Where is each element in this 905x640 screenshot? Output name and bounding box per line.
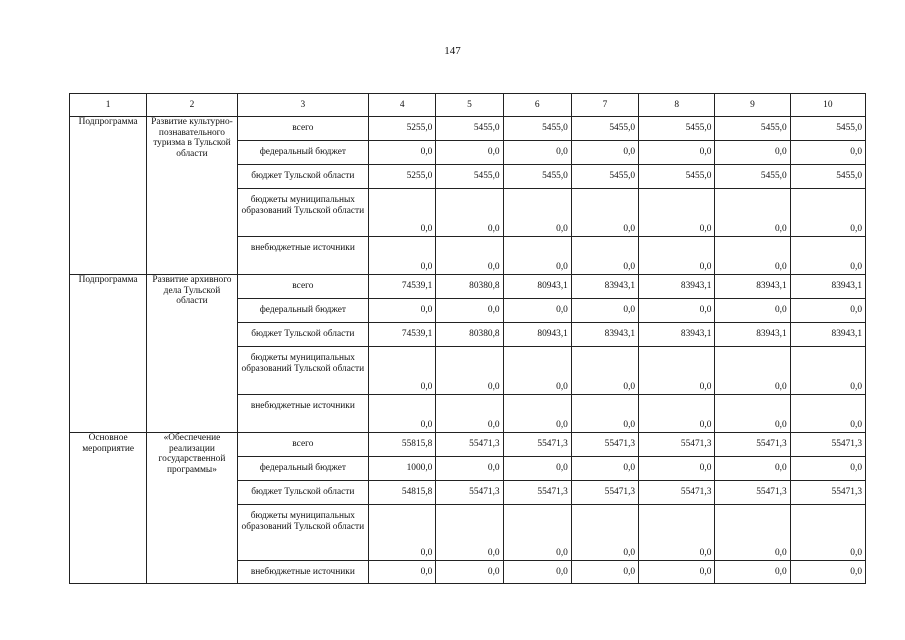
amount-cell: 5455,0 <box>639 165 715 189</box>
amount-cell: 55471,3 <box>715 481 790 505</box>
section-type: Подпрограмма <box>70 117 147 275</box>
amount-cell: 55471,3 <box>715 433 790 457</box>
column-header: 10 <box>790 94 865 117</box>
amount-cell: 5255,0 <box>369 117 436 141</box>
amount-cell: 0,0 <box>369 505 436 561</box>
amount-cell: 0,0 <box>639 395 715 433</box>
amount-cell: 0,0 <box>571 237 638 275</box>
table-row <box>70 117 866 141</box>
amount-cell: 55815,8 <box>369 433 436 457</box>
amount-cell: 83943,1 <box>571 323 638 347</box>
amount-cell: 55471,3 <box>436 481 503 505</box>
amount-cell: 0,0 <box>436 395 503 433</box>
funding-source: федеральный бюджет <box>237 457 368 481</box>
amount-cell: 0,0 <box>571 395 638 433</box>
funding-source: внебюджетные источники <box>237 395 368 433</box>
amount-cell: 0,0 <box>503 237 571 275</box>
amount-cell: 0,0 <box>715 561 790 584</box>
funding-source: бюджеты муниципальных образований Тульской области <box>237 189 368 237</box>
amount-cell: 55471,3 <box>503 433 571 457</box>
amount-cell: 0,0 <box>790 561 865 584</box>
amount-cell: 0,0 <box>790 299 865 323</box>
amount-cell: 83943,1 <box>790 275 865 299</box>
funding-source: бюджет Тульской области <box>237 165 368 189</box>
amount-cell: 0,0 <box>639 299 715 323</box>
amount-cell: 5455,0 <box>436 117 503 141</box>
amount-cell: 0,0 <box>715 395 790 433</box>
amount-cell: 55471,3 <box>639 481 715 505</box>
amount-cell: 0,0 <box>571 561 638 584</box>
amount-cell: 0,0 <box>790 141 865 165</box>
amount-cell: 0,0 <box>790 457 865 481</box>
amount-cell: 5255,0 <box>369 165 436 189</box>
amount-cell: 0,0 <box>715 347 790 395</box>
amount-cell: 83943,1 <box>571 275 638 299</box>
amount-cell: 0,0 <box>715 299 790 323</box>
column-header: 5 <box>436 94 503 117</box>
amount-cell: 0,0 <box>790 189 865 237</box>
amount-cell: 0,0 <box>503 347 571 395</box>
funding-source: бюджет Тульской области <box>237 481 368 505</box>
column-header: 2 <box>147 94 237 117</box>
amount-cell: 80380,8 <box>436 323 503 347</box>
amount-cell: 0,0 <box>639 505 715 561</box>
amount-cell: 83943,1 <box>639 275 715 299</box>
amount-cell: 5455,0 <box>503 117 571 141</box>
amount-cell: 0,0 <box>369 561 436 584</box>
funding-source: внебюджетные источники <box>237 561 368 584</box>
section-type: Подпрограмма <box>70 275 147 433</box>
table-row <box>70 275 866 299</box>
amount-cell: 0,0 <box>369 395 436 433</box>
amount-cell: 0,0 <box>369 347 436 395</box>
amount-cell: 0,0 <box>369 189 436 237</box>
table-row <box>70 433 866 457</box>
amount-cell: 0,0 <box>436 457 503 481</box>
amount-cell: 80380,8 <box>436 275 503 299</box>
amount-cell: 74539,1 <box>369 323 436 347</box>
amount-cell: 0,0 <box>436 347 503 395</box>
amount-cell: 0,0 <box>571 189 638 237</box>
funding-source: бюджет Тульской области <box>237 323 368 347</box>
column-header: 4 <box>369 94 436 117</box>
amount-cell: 0,0 <box>436 505 503 561</box>
amount-cell: 0,0 <box>436 561 503 584</box>
amount-cell: 0,0 <box>503 395 571 433</box>
amount-cell: 83943,1 <box>639 323 715 347</box>
column-header: 6 <box>503 94 571 117</box>
amount-cell: 0,0 <box>639 141 715 165</box>
amount-cell: 0,0 <box>790 395 865 433</box>
column-header: 9 <box>715 94 790 117</box>
amount-cell: 0,0 <box>790 237 865 275</box>
amount-cell: 0,0 <box>369 237 436 275</box>
amount-cell: 80943,1 <box>503 275 571 299</box>
amount-cell: 55471,3 <box>790 433 865 457</box>
amount-cell: 0,0 <box>503 141 571 165</box>
amount-cell: 80943,1 <box>503 323 571 347</box>
amount-cell: 1000,0 <box>369 457 436 481</box>
amount-cell: 0,0 <box>436 237 503 275</box>
amount-cell: 0,0 <box>503 561 571 584</box>
section-name: Развитие культурно-познавательного туризма в Тульской области <box>147 117 237 275</box>
amount-cell: 5455,0 <box>715 165 790 189</box>
section-type: Основное мероприятие <box>70 433 147 584</box>
amount-cell: 0,0 <box>715 141 790 165</box>
amount-cell: 0,0 <box>503 189 571 237</box>
amount-cell: 0,0 <box>571 299 638 323</box>
amount-cell: 83943,1 <box>715 323 790 347</box>
amount-cell: 5455,0 <box>436 165 503 189</box>
amount-cell: 55471,3 <box>503 481 571 505</box>
amount-cell: 0,0 <box>436 141 503 165</box>
funding-source: внебюджетные источники <box>237 237 368 275</box>
amount-cell: 0,0 <box>503 505 571 561</box>
amount-cell: 5455,0 <box>715 117 790 141</box>
funding-source: федеральный бюджет <box>237 141 368 165</box>
amount-cell: 0,0 <box>639 561 715 584</box>
table-body <box>70 117 866 584</box>
amount-cell: 0,0 <box>369 141 436 165</box>
amount-cell: 0,0 <box>571 347 638 395</box>
section-name: Развитие архивного дела Тульской области <box>147 275 237 433</box>
amount-cell: 55471,3 <box>571 481 638 505</box>
amount-cell: 55471,3 <box>790 481 865 505</box>
amount-cell: 0,0 <box>715 189 790 237</box>
amount-cell: 5455,0 <box>503 165 571 189</box>
amount-cell: 74539,1 <box>369 275 436 299</box>
amount-cell: 0,0 <box>436 299 503 323</box>
amount-cell: 55471,3 <box>571 433 638 457</box>
amount-cell: 5455,0 <box>571 165 638 189</box>
funding-source: всего <box>237 433 368 457</box>
amount-cell: 0,0 <box>715 505 790 561</box>
amount-cell: 0,0 <box>639 237 715 275</box>
column-header: 8 <box>639 94 715 117</box>
amount-cell: 0,0 <box>639 457 715 481</box>
amount-cell: 0,0 <box>639 189 715 237</box>
amount-cell: 83943,1 <box>790 323 865 347</box>
amount-cell: 5455,0 <box>790 165 865 189</box>
amount-cell: 0,0 <box>503 457 571 481</box>
amount-cell: 0,0 <box>715 457 790 481</box>
funding-source: бюджеты муниципальных образований Тульской области <box>237 347 368 395</box>
amount-cell: 0,0 <box>790 347 865 395</box>
funding-source: бюджеты муниципальных образований Тульской области <box>237 505 368 561</box>
amount-cell: 0,0 <box>639 347 715 395</box>
amount-cell: 0,0 <box>715 237 790 275</box>
amount-cell: 54815,8 <box>369 481 436 505</box>
column-header: 3 <box>237 94 368 117</box>
page-number: 147 <box>444 45 461 57</box>
amount-cell: 0,0 <box>436 189 503 237</box>
funding-source: всего <box>237 117 368 141</box>
budget-table <box>69 93 866 584</box>
amount-cell: 5455,0 <box>571 117 638 141</box>
amount-cell: 5455,0 <box>639 117 715 141</box>
funding-source: всего <box>237 275 368 299</box>
amount-cell: 0,0 <box>503 299 571 323</box>
section-name: «Обеспечение реализации государственной программы» <box>147 433 237 584</box>
amount-cell: 0,0 <box>571 505 638 561</box>
amount-cell: 55471,3 <box>639 433 715 457</box>
amount-cell: 0,0 <box>571 141 638 165</box>
amount-cell: 55471,3 <box>436 433 503 457</box>
funding-source: федеральный бюджет <box>237 299 368 323</box>
column-header: 1 <box>70 94 147 117</box>
amount-cell: 0,0 <box>790 505 865 561</box>
amount-cell: 5455,0 <box>790 117 865 141</box>
column-header: 7 <box>571 94 638 117</box>
amount-cell: 0,0 <box>571 457 638 481</box>
amount-cell: 0,0 <box>369 299 436 323</box>
amount-cell: 83943,1 <box>715 275 790 299</box>
